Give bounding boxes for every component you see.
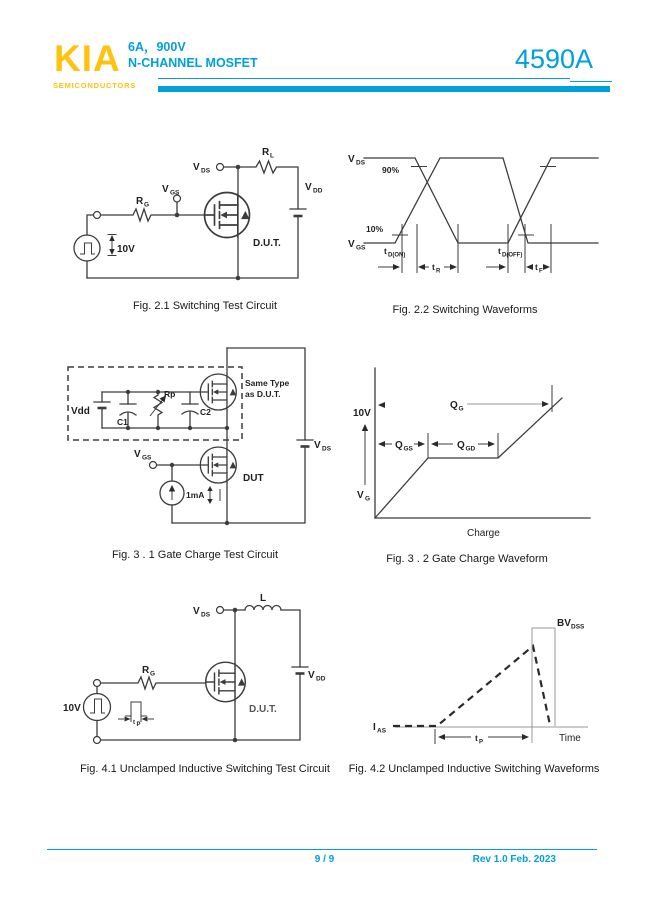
vds-label: V <box>193 162 200 173</box>
junction-dot <box>170 463 174 467</box>
wires <box>97 610 300 740</box>
c1-label: C1 <box>117 417 128 427</box>
vds-label: V <box>348 154 355 165</box>
vds-terminal <box>217 607 224 614</box>
qg-label-sub: G <box>458 405 464 413</box>
junction-dot <box>236 165 241 170</box>
ten-volt-label: 10V <box>353 408 371 419</box>
gate-charge-curve <box>375 398 562 518</box>
rg-label: R <box>142 665 150 676</box>
revision-label: Rev 1.0 Feb. 2023 <box>472 854 556 865</box>
junction-dot <box>236 276 241 281</box>
fig-2-2-switching-waveforms-diagram <box>340 140 610 280</box>
vds-label-sub: DS <box>201 167 211 175</box>
rg-label-sub: G <box>144 201 150 209</box>
battery-vdd <box>290 209 306 216</box>
vds-terminal <box>217 164 224 171</box>
fig-4-2-uis-waveforms-diagram <box>345 598 625 748</box>
fig-2-2-caption: Fig. 2.2 Switching Waveforms <box>392 304 538 316</box>
footer-rule <box>47 849 597 850</box>
pulse-amplitude-arrow <box>108 235 117 256</box>
junction-dot <box>156 426 160 430</box>
junction-dot <box>233 608 238 613</box>
header-rule-thin <box>158 78 570 79</box>
pulse-source <box>74 235 100 261</box>
mosfet-dut-symbol <box>200 447 237 483</box>
vdd-label: Vdd <box>71 406 90 417</box>
vgs-terminal <box>150 462 157 469</box>
fig-3-2-caption: Fig. 3 . 2 Gate Charge Waveform <box>386 553 548 565</box>
junction-dot <box>233 738 238 743</box>
kia-logo: KIA <box>54 38 121 79</box>
fig-2-1-caption: Fig. 2.1 Switching Test Circuit <box>132 300 278 312</box>
rg-label-sub: G <box>150 670 156 678</box>
tf-label-sub: F <box>539 268 543 275</box>
measure-ticks <box>428 385 552 458</box>
tr-label: t <box>432 262 435 272</box>
rl-label-sub: L <box>270 152 274 160</box>
qgd-label-sub: GD <box>465 445 476 453</box>
tp-label-sub: P <box>479 739 484 746</box>
time-axis-label: Time <box>559 733 581 744</box>
gate-input-terminal <box>94 680 101 687</box>
device-rating: 6A，900V <box>128 40 186 54</box>
fig-4-1-caption: Fig. 4.1 Unclamped Inductive Switching Test Circuit <box>80 763 330 775</box>
pulse-voltage-label: 10V <box>63 703 81 714</box>
tp-label: t <box>133 720 135 726</box>
timing-arrows <box>378 264 550 270</box>
rp-label: Rp <box>164 389 176 399</box>
bvdss-label: BV <box>557 618 571 629</box>
dut-label: D.U.T. <box>253 238 281 249</box>
junction-dot <box>126 390 130 394</box>
device-type: N-CHANNEL MOSFET <box>128 56 258 70</box>
current-label: 1mA <box>186 490 205 500</box>
vds-label-sub: DS <box>322 445 332 453</box>
bvdss-label-sub: DSS <box>571 623 585 631</box>
vg-label: V <box>357 490 364 501</box>
fig-4-2-caption: Fig. 4.2 Unclamped Inductive Switching Waveforms <box>348 763 600 775</box>
fig-3-2-gate-charge-waveform-diagram <box>345 360 605 540</box>
same-type-label-line2: as D.U.T. <box>245 389 281 399</box>
waveforms <box>364 158 598 243</box>
vds-label-sub: DS <box>201 611 211 619</box>
junction-dot <box>156 390 160 394</box>
ias-label: I <box>373 722 376 733</box>
qgd-label: Q <box>457 440 465 451</box>
x-axis-label: Charge <box>467 528 500 539</box>
ias-label-sub: AS <box>377 727 387 735</box>
ias-current-waveform <box>393 646 550 726</box>
junction-dot <box>175 213 180 218</box>
pulse-width-symbol <box>118 702 154 722</box>
vdd-label: V <box>305 182 312 193</box>
fig-3-1-caption: Fig. 3 . 1 Gate Charge Test Circuit <box>111 549 279 561</box>
vg-label-sub: G <box>365 495 371 503</box>
junction-dot <box>225 426 229 430</box>
vds-label: V <box>193 606 200 617</box>
part-number: 4590A <box>514 44 593 74</box>
vgs-label: V <box>134 449 141 460</box>
same-type-label-line1: Same Type <box>245 378 290 388</box>
qgs-label-sub: GS <box>403 445 413 453</box>
ten-percent-label: 10% <box>366 224 384 234</box>
wires <box>87 161 298 278</box>
fig-3-1-gate-charge-test-circuit-diagram <box>50 338 340 538</box>
battery-vdd <box>292 667 308 674</box>
junction-dot <box>188 426 192 430</box>
tf-label: t <box>535 262 538 272</box>
tp-label: t <box>475 733 478 743</box>
mosfet-same-type-symbol <box>200 374 237 410</box>
battery-vdd-driver <box>94 402 110 408</box>
vgs-label-sub: GS <box>142 454 152 462</box>
rl-label: R <box>262 147 270 158</box>
vg-axis-arrow <box>362 424 368 485</box>
gate-input-terminal <box>94 212 101 219</box>
rg-label: R <box>136 196 144 207</box>
mosfet-dut-symbol <box>205 662 245 702</box>
pulse-source <box>84 694 111 721</box>
dut-label: DUT <box>243 473 264 484</box>
mosfet-dut-symbol <box>204 193 250 238</box>
battery-vds <box>297 440 313 447</box>
page-number: 9 / 9 <box>314 854 335 865</box>
qgs-label: Q <box>395 440 403 451</box>
c2-label: C2 <box>200 407 211 417</box>
td-on-label: t <box>384 246 387 256</box>
vgs-label: V <box>162 184 169 195</box>
junction-dot <box>225 521 229 525</box>
vdd-label-sub: DD <box>313 187 323 195</box>
vgs-label-sub: GS <box>356 244 366 252</box>
vdd-label: V <box>308 670 315 681</box>
pulse-voltage-label: 10V <box>117 244 135 255</box>
ninety-percent-label: 90% <box>382 165 400 175</box>
inductor-label: L <box>260 593 267 604</box>
tr-label-sub: R <box>436 268 441 275</box>
td-on-label-sub: D(ON) <box>388 252 406 259</box>
fig-4-1-uis-test-circuit-diagram <box>55 590 345 750</box>
vds-label-sub: DS <box>356 159 366 167</box>
return-terminal <box>94 737 101 744</box>
tp-label-sub: P <box>136 722 141 728</box>
vdd-label-sub: DD <box>316 675 326 683</box>
inductor <box>245 606 281 611</box>
vgs-label: V <box>348 239 355 250</box>
td-off-label-sub: D(OFF) <box>502 252 523 259</box>
qg-label: Q <box>450 400 458 411</box>
dut-label: D.U.T. <box>249 704 277 715</box>
logo-subtext: SEMICONDUCTORS <box>53 81 137 90</box>
vds-label: V <box>314 440 321 451</box>
bvdss-voltage-pulse <box>532 628 555 743</box>
vgs-label-sub: GS <box>170 189 180 197</box>
td-off-label: t <box>498 246 501 256</box>
fig-2-1-switching-test-circuit-diagram <box>50 138 340 303</box>
header-rule-thick <box>158 86 610 92</box>
header-rule-thin-right <box>570 81 612 82</box>
axes <box>375 368 590 518</box>
